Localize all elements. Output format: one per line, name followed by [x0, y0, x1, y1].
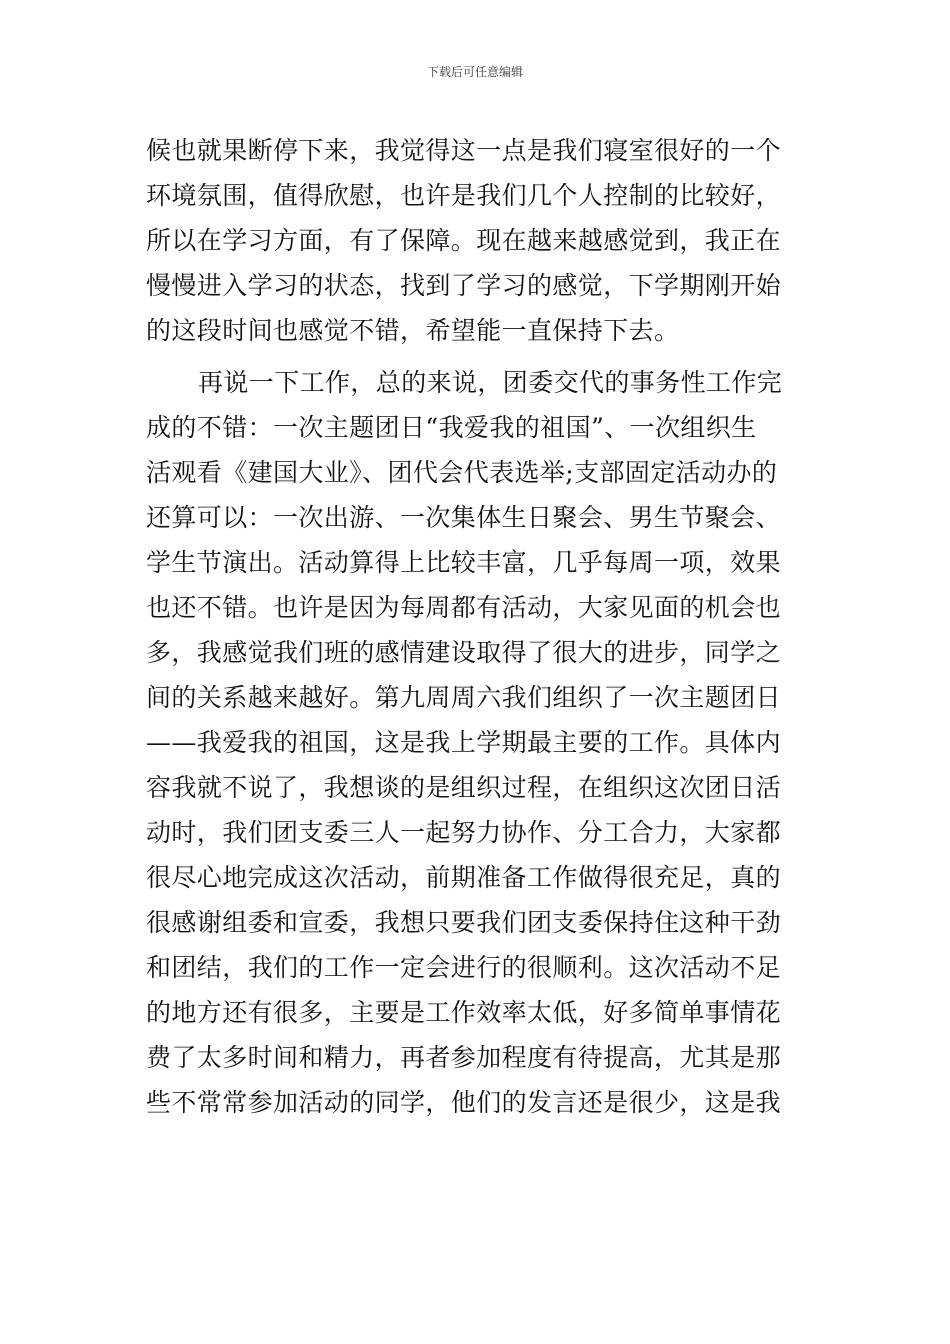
text-line: 些不常常参加活动的同学，他们的发言还是很少，这是我	[146, 1088, 782, 1117]
text-line: 活观看《建国大业》、团代会代表选举;支部固定活动办的	[146, 458, 778, 487]
text-line: 多，我感觉我们班的感情建设取得了很大的进步，同学之	[146, 638, 782, 667]
text-line: 环境氛围，值得欣慰，也许是我们几个人控制的比较好，	[146, 181, 782, 210]
text-line: 候也就果断停下来，我觉得这一点是我们寝室很好的一个	[146, 136, 782, 165]
text-line: 容我就不说了，我想谈的是组织过程，在组织这次团日活	[146, 773, 782, 802]
paragraph-1	[146, 128, 808, 353]
page-header: 下载后可任意编辑	[426, 65, 523, 79]
text-line: 也还不错。也许是因为每周都有活动，大家见面的机会也	[146, 593, 782, 622]
text-line: 的地方还有很多，主要是工作效率太低，好多简单事情花	[146, 998, 782, 1027]
text-line: 慢慢进入学习的状态，找到了学习的感觉，下学期刚开始	[146, 271, 782, 300]
text-line: 的这段时间也感觉不错，希望能一直保持下去。	[146, 316, 680, 345]
document-body	[146, 128, 808, 1125]
text-line: 所以在学习方面，有了保障。现在越来越感觉到，我正在	[146, 226, 782, 255]
text-line: 成的不错：一次主题团日“我爱我的祖国”、一次组织生	[146, 413, 757, 442]
text-line: 学生节演出。活动算得上比较丰富，几乎每周一项，效果	[146, 548, 782, 577]
text-line: 很尽心地完成这次活动，前期准备工作做得很充足，真的	[146, 863, 782, 892]
text-line: ——我爱我的祖国，这是我上学期最主要的工作。具体内	[146, 728, 782, 757]
text-line: 还算可以：一次出游、一次集体生日聚会、男生节聚会、	[146, 503, 782, 532]
text-line: 和团结，我们的工作一定会进行的很顺利。这次活动不足	[146, 953, 782, 982]
text-line: 动时，我们团支委三人一起努力协作、分工合力，大家都	[146, 818, 782, 847]
text-line: 再说一下工作，总的来说，团委交代的事务性工作完	[198, 368, 783, 397]
text-line: 很感谢组委和宣委，我想只要我们团支委保持住这种干劲	[146, 908, 782, 937]
text-line: 费了太多时间和精力，再者参加程度有待提高，尤其是那	[146, 1043, 782, 1072]
paragraph-2	[146, 360, 808, 1125]
text-line: 间的关系越来越好。第九周周六我们组织了一次主题团日	[146, 683, 782, 712]
